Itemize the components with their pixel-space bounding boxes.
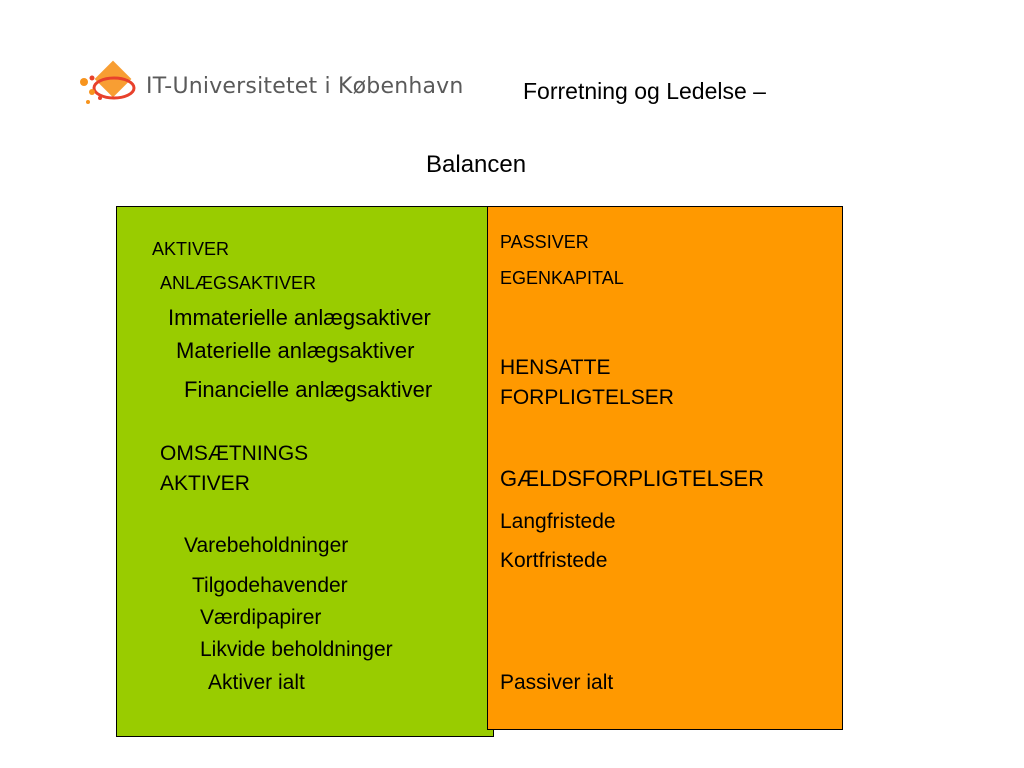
passiver-total: Passiver ialt [500, 671, 614, 694]
logo-text: IT-Universitetet i København [146, 74, 464, 99]
langfristede-item: Langfristede [500, 510, 616, 533]
likvide-item: Likvide beholdninger [200, 638, 393, 661]
kortfristede-item: Kortfristede [500, 549, 608, 572]
tilgodehavender-item: Tilgodehavender [192, 574, 348, 597]
itu-logo-icon [78, 60, 140, 112]
hensatte-line1: HENSATTE [500, 356, 611, 379]
hensatte-line2: FORPLIGTELSER [500, 386, 674, 409]
aktiver-total: Aktiver ialt [208, 671, 305, 694]
egenkapital-heading: EGENKAPITAL [500, 268, 624, 288]
aktiver-heading: AKTIVER [152, 239, 230, 259]
materielle-item: Materielle anlægsaktiver [176, 338, 415, 363]
hensatte-forpligtelser-heading [500, 353, 674, 413]
vaerdipapirer-item: Værdipapirer [200, 606, 322, 629]
course-title: Forretning og Ledelse – [523, 78, 766, 104]
omsaetningsaktiver-heading [160, 439, 308, 499]
gaeldsforpligtelser-heading: GÆLDSFORPLIGTELSER [500, 466, 765, 491]
omsaetningsaktiver-line2: AKTIVER [160, 472, 250, 495]
omsaetningsaktiver-line1: OMSÆTNINGS [160, 442, 309, 465]
immaterielle-item: Immaterielle anlægsaktiver [168, 305, 431, 330]
varebeholdninger-item: Varebeholdninger [184, 534, 349, 557]
financielle-item: Financielle anlægsaktiver [184, 377, 433, 402]
anlaegsaktiver-heading: ANLÆGSAKTIVER [160, 273, 317, 293]
passiver-heading: PASSIVER [500, 232, 589, 252]
slide-title: Balancen [426, 151, 527, 178]
